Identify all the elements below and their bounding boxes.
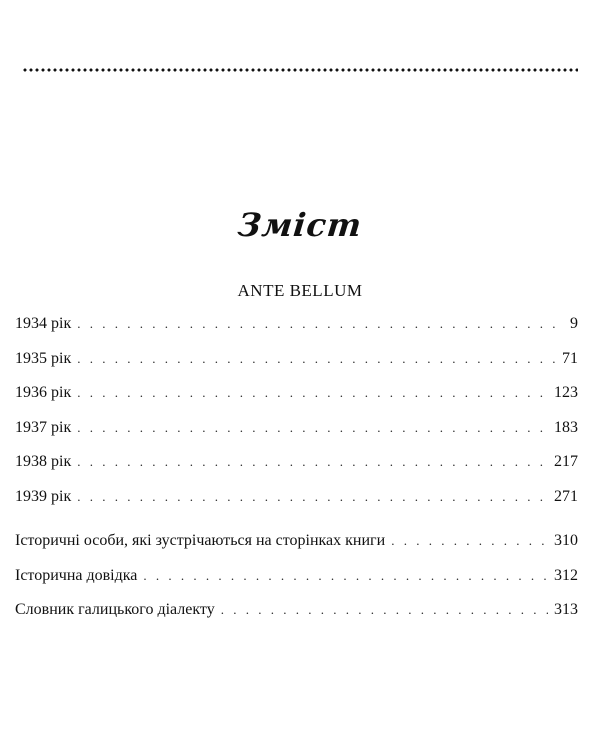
decorative-dotted-rule	[22, 68, 578, 72]
toc-entry-label: Історична довідка	[15, 566, 138, 584]
toc-entry[interactable]	[15, 350, 578, 385]
toc-entry-label: 1938 рік	[15, 453, 72, 470]
toc-entry-page: 71	[562, 349, 578, 367]
toc-entry-page: 310	[554, 532, 578, 549]
toc-entry-page: 271	[554, 487, 578, 505]
toc-entry[interactable]	[15, 384, 578, 419]
toc-entry[interactable]	[15, 567, 578, 602]
dot-leader	[77, 385, 548, 401]
toc-entry-label: 1936 рік	[15, 384, 72, 401]
toc-entry-label: 1934 рік	[15, 315, 72, 332]
toc-entry-label: Словник галицького діалекту	[15, 601, 215, 618]
dot-leader	[221, 602, 548, 618]
dot-leader	[391, 533, 548, 549]
table-of-contents	[15, 315, 578, 636]
toc-entry-page: 312	[554, 566, 578, 584]
toc-entry-label: 1935 рік	[15, 349, 72, 367]
section-title: ANTE BELLUM	[237, 281, 363, 300]
toc-entry[interactable]	[15, 453, 578, 488]
dot-leader	[77, 316, 564, 332]
dot-leader	[143, 568, 548, 584]
toc-entry[interactable]	[15, 601, 578, 636]
toc-entry[interactable]	[15, 315, 578, 350]
dot-leader	[77, 489, 548, 505]
toc-entry-label: 1939 рік	[15, 487, 72, 505]
toc-entry[interactable]	[15, 532, 578, 567]
dot-leader	[77, 454, 548, 470]
toc-entry[interactable]	[15, 419, 578, 454]
toc-entry-page: 217	[554, 453, 578, 470]
toc-entry-page: 183	[554, 418, 578, 436]
toc-entry-label: 1937 рік	[15, 418, 72, 436]
toc-entry-label: Історичні особи, які зустрічаються на сторінках книги	[15, 532, 386, 549]
toc-entry-page: 123	[554, 384, 578, 401]
dot-leader	[77, 420, 548, 436]
toc-entry-page: 9	[570, 315, 578, 332]
toc-entry-page: 313	[554, 601, 578, 618]
page-title: Зміст	[236, 206, 364, 244]
dot-leader	[77, 351, 556, 367]
toc-entry[interactable]	[15, 488, 578, 523]
